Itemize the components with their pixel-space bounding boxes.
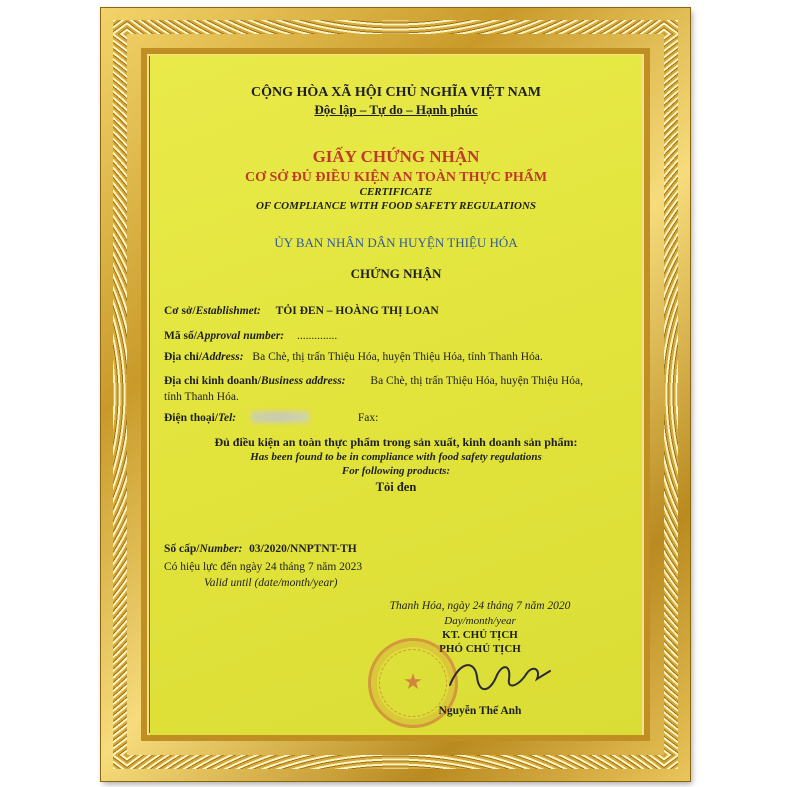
phone-label-en: Tel: [218,412,237,424]
address-row [164,351,543,363]
product-name: Tỏi đen [375,480,417,494]
approval-row [164,330,337,342]
date-format: Day/month/year [444,615,516,627]
number-label-en: Number: [199,543,243,555]
certificate-number-row [164,543,357,555]
handwritten-signature [445,655,555,700]
statement-vn: Đủ điều kiện an toàn thực phẩm trong sản xuất, kinh doanh sản phẩm: [214,435,578,449]
place-date: Thanh Hóa, ngày 24 tháng 7 năm 2020 [389,600,571,612]
number-label-vn: Số cấp/ [164,543,200,555]
phone-row [164,411,378,424]
signer-role-2: PHÓ CHỦ TỊCH [439,643,521,655]
validity-en: Valid until (date/month/year) [204,577,338,589]
address-label-vn: Địa chỉ/ [164,351,203,363]
establishment-label-vn: Cơ sở/ [164,305,196,317]
business-label-en: Business address: [260,375,346,387]
certificate-title-vn: GIẤY CHỨNG NHẬN [312,147,480,166]
address-value: Ba Chè, thị trấn Thiệu Hóa, huyện Thiệu Hóa, tỉnh Thanh Hóa. [252,351,543,363]
phone-label-vn: Điện thoại/ [164,412,218,424]
certifies-heading: CHỨNG NHẬN [350,266,442,281]
establishment-label-en: Establishmet: [195,305,261,317]
fax-label: Fax: [357,412,379,424]
signer-role-1: KT. CHỦ TỊCH [442,629,518,641]
certificate-subtitle-en: OF COMPLIANCE WITH FOOD SAFETY REGULATIONS [255,200,537,212]
business-label-vn: Địa chỉ kinh doanh/ [164,375,261,387]
business-address-row [164,375,583,387]
statement-en-2: For following products: [341,465,451,477]
country-header: CỘNG HÒA XÃ HỘI CHỦ NGHĨA VIỆT NAM [250,85,541,100]
business-address-value-2: tỉnh Thanh Hóa. [164,391,239,403]
statement-en-1: Has been found to be in compliance with food safety regulations [250,451,542,463]
phone-redacted [251,411,309,423]
address-label-en: Address: [202,351,244,363]
certificate-number-value: 03/2020/NNPTNT-TH [249,543,357,555]
certificate-title-en: CERTIFICATE [359,186,433,198]
signer-name: Nguyễn Thế Anh [438,705,522,717]
approval-label-vn: Mã số/ [164,330,197,342]
certificate-subtitle-vn: CƠ SỞ ĐỦ ĐIỀU KIỆN AN TOÀN THỰC PHẨM [244,170,548,185]
motto-header: Độc lập – Tự do – Hạnh phúc [314,102,478,117]
business-address-value-1: Ba Chè, thị trấn Thiệu Hóa, huyện Thiệu Hóa, [370,375,584,387]
validity-vn: Có hiệu lực đến ngày 24 tháng 7 năm 2023 [164,561,363,573]
certificate-paper [150,55,642,735]
approval-value: .............. [297,330,338,342]
seal-star-icon: ★ [403,669,423,694]
issuing-authority: ỦY BAN NHÂN DÂN HUYỆN THIỆU HÓA [274,235,518,250]
establishment-value: TỎI ĐEN – HOÀNG THỊ LOAN [275,305,439,317]
approval-label-en: Approval number: [196,330,285,342]
establishment-row [164,305,439,317]
